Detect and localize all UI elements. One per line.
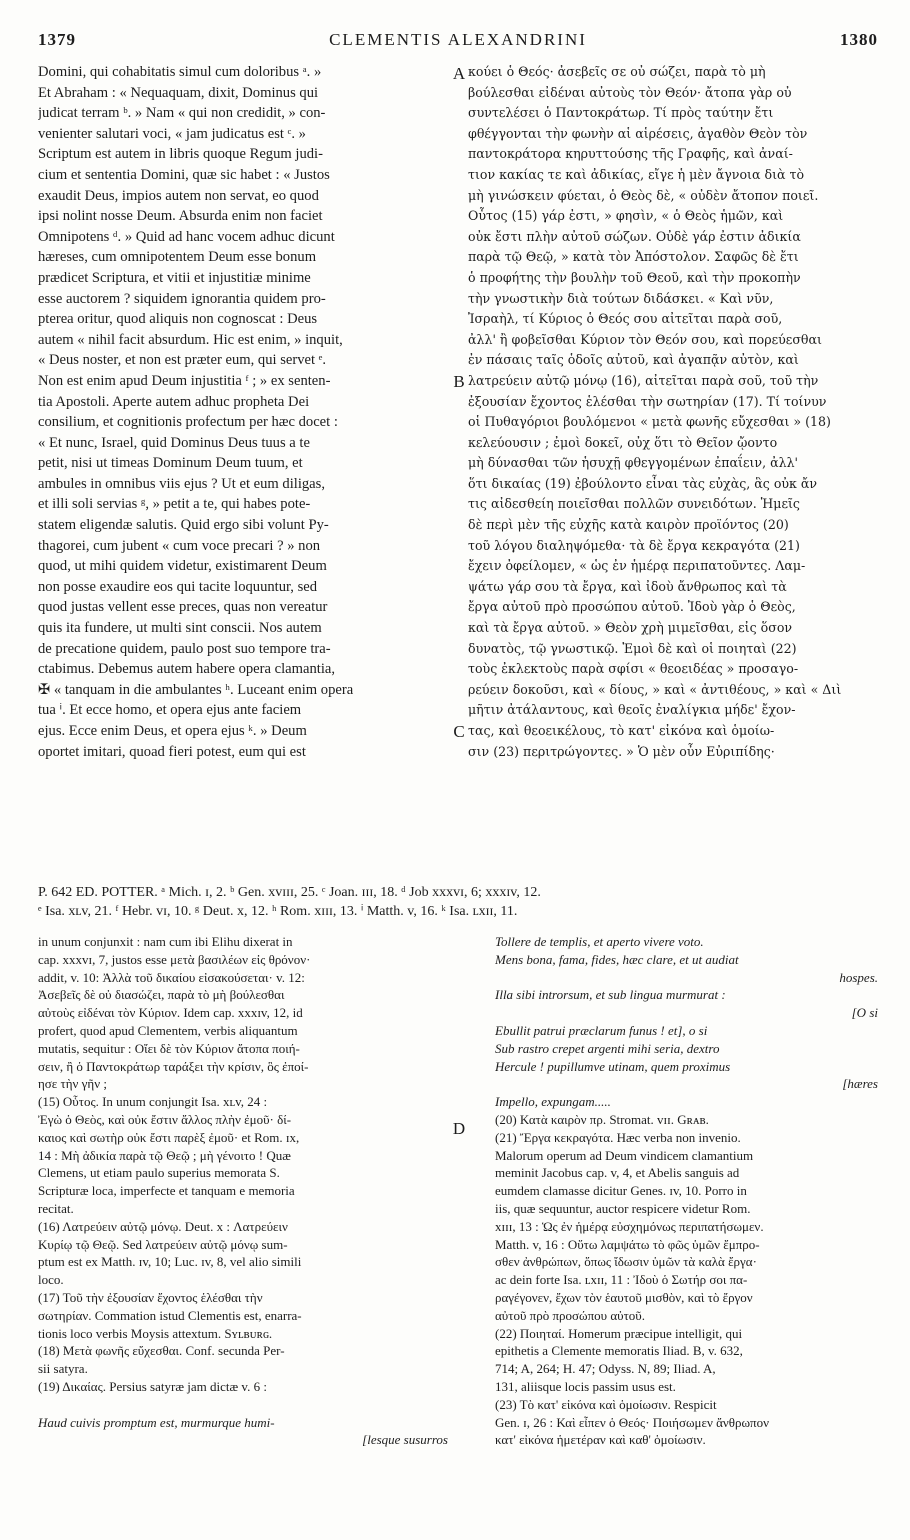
note-line: mutatis, sequitur : Οἴει δὲ τὸν Κύριον ἄτοπα ποιή- [38,1040,300,1056]
note-line: καιος καὶ σωτὴρ οὐκ ἔστι παρὲξ ἐμοῦ· et Rom. ɪx, [38,1129,300,1145]
latin-text-line: ejus. Ecce enim Deus, et opera ejus ᵏ. » Deum [38,723,307,739]
greek-text-line: φθέγγονται τὴν φωνὴν αἱ αἱρέσεις, ἀγαθὸν Θεὸν τὸν [468,125,808,141]
latin-text-line: « Et nunc, Israel, quid Dominus Deus tuus a te [38,434,310,451]
greek-text-line: δυνατὸς, τῷ γνωστικῷ. Ἐμοὶ δὲ καὶ οἱ ποιηταὶ (22) [468,640,797,656]
latin-text-line: ✠ « tanquam in die ambulantes ʰ. Luceant enim opera [38,681,354,698]
note-line: profert, quod apud Clementem, verbis aliquantum [38,1022,298,1038]
greek-text-line: οὐκ ἔστι πλὴν αὐτοῦ σώζων. Οὐδὲ γάρ ἐστιν ἀδικία [468,228,801,244]
note-line: [lesque susurros [362,1432,448,1448]
latin-text-line: quod, ut mihi quidem videtur, existimarent Deum [38,558,327,575]
greek-text-line: τας, καὶ θεοεικέλους, τὸ κατ' εἰκόνα καὶ ὁμοίω- [468,723,775,738]
note-line: κατ' εἰκόνα ἡμετέραν καὶ καθ' ὁμοίωσιν. [495,1432,706,1448]
note-line: Clemens, ut etiam paulo superius memorata S. [38,1165,280,1181]
greek-text-line: συντελέσει ὁ Παντοκράτωρ. Τί πρὸς ταύτην ἔτι [468,105,774,121]
note-line: iis, quæ sequuntur, auctor respicere videtur Rom. [495,1200,751,1216]
note-line: (19) Δικαίας. Persius satyræ jam dictæ v. 6 : [38,1378,267,1394]
note-line: Tollere de templis, et aperto vivere voto. [495,934,704,949]
greek-text-line: βούλεσθαι εἰδέναι αὐτοὺς τὸν Θεόν· ἄτοπα γὰρ οὐ [468,84,792,100]
note-line: ραγέγονεν, ἔχων τὸν ἑαυτοῦ μισθὸν, καὶ τὸ ἔργον [495,1289,753,1305]
latin-text-line: tua ⁱ. Et ecce homo, et opera ejus ante faciem [38,702,302,719]
greek-text-line: παντοκράτορα κηρυττούσης τῆς Γραφῆς, καὶ ἀναί- [468,146,793,162]
note-line: recitat. [38,1200,74,1216]
note-line: Sub rastro crepet argenti mihi seria, dextro [495,1040,720,1056]
greek-text-line: τις αἰδεσθείη ποιεῖσθαι πολλῶν συνειδότων. Ἡμεῖς [468,496,800,512]
greek-text-line: μὴ δύνασθαι τῶν ἡσυχῇ φθεγγομένων ἐπαΐειν, ἀλλ' [468,455,799,471]
greek-text-line: ἔχειν ὀφείλομεν, « ὡς ἐν ἡμέρᾳ περιπατοῦντες. Λαμ- [468,558,806,574]
latin-text-line: Omnipotens ᵈ. » Quid ad hanc vocem adhuc dicunt [38,228,335,245]
note-line: loco. [38,1272,64,1288]
latin-text-line: venienter salutari voci, « jam judicatus est ᶜ. » [38,125,306,142]
note-line: [hæres [842,1076,878,1092]
note-line: Mens bona, fama, fides, hæc clare, et ut audiat [495,951,739,967]
greek-text-line: σιν (23) περιτρώγοντες. » Ὁ μὲν οὖν Εὐριπίδης· [468,743,775,759]
latin-text-line: et illi soli servias ᵍ, » petit a te, qui habes pote- [38,496,311,513]
note-line [38,1396,448,1414]
page-header [38,30,878,56]
page-number-right: 1380 [840,30,878,49]
note-line: Ἀσεβεῖς δὲ οὐ διασώζει, παρὰ τὸ μὴ βούλεσθαι [38,987,285,1003]
note-line: addit, v. 10: Ἀλλὰ τοῦ δικαίου εἰσακούσεται· v. 12: [38,969,305,985]
latin-text-line: de precatione quidem, paulo post suo tempore tra- [38,640,331,657]
greek-column [468,62,878,762]
greek-text-line: ἐξουσίαν ἔχοντος ἑλέσθαι τὴν σωτηρίαν (17). Τί τοίνυν [468,393,827,409]
note-line: Ἐγὼ ὁ Θεὸς, καὶ οὐκ ἔστιν ἄλλος πλὴν ἐμοῦ· δί- [38,1111,292,1127]
latin-text-line: hæreses, cum omnipotentem Deum esse bonum [38,249,317,266]
note-line: Ebullit patrui præclarum funus ! et], o si [495,1022,708,1038]
greek-text-line: τὴν γνωστικὴν διὰ τούτων διδάσκει. « Καὶ νῦν, [468,290,774,306]
greek-text-line: λατρεύειν αὐτῷ μόνῳ (16), αἰτεῖται παρὰ σοῦ, τοῦ τὴν [468,372,819,388]
greek-text-line: καὶ τὰ ἔργα αὐτοῦ. » Θεὸν χρὴ μιμεῖσθαι, εἰς ὅσον [468,620,793,636]
note-line: Gen. ɪ, 26 : Καὶ εἶπεν ὁ Θεός· Ποιήσωμεν ἄνθρωπον [495,1414,769,1430]
latin-text-line: « Deus noster, et non est præter eum, qui servet ᵉ. [38,352,327,369]
greek-text-line: ἐν πάσαις ταῖς ὁδοῖς αὐτοῦ, καὶ ἀγαπᾷν αὐτὸν, καὶ [468,352,799,368]
note-line: (15) Οὗτος. In unum conjungit Isa. xʟv, 24 : [38,1094,268,1110]
greek-text-line: κούει ὁ Θεός· ἀσεβεῖς σε οὐ σώζει, παρὰ τὸ μὴ [468,64,766,79]
note-line: (22) Ποιηταί. Homerum præcipue intelligit, qui [495,1325,743,1341]
note-line: sii satyra. [38,1361,88,1377]
margin-marker-b: B [453,372,465,391]
margin-marker-a: A [452,64,466,83]
note-line: tionis loco verbis Moysis attextum. Sʏʟʙᴜʀɢ. [38,1325,273,1341]
page-number-left: 1379 [38,30,76,49]
note-line: [O si [851,1005,878,1021]
latin-text-line: exaudit Deus, impios autem non servat, eo quod [38,187,319,204]
note-line: 131, aliisque locis passim usus est. [495,1378,676,1394]
note-line: (23) Τὸ κατ' εἰκόνα καὶ ὁμοίωσιν. Respicit [495,1396,717,1412]
note-line: hospes. [839,969,878,985]
latin-text-line: quod justas vellent esse preces, quas non vereatur [38,599,328,616]
running-title: CLEMENTIS ALEXANDRINI [329,30,587,49]
greek-text-line: ὁ προφήτης τὴν βουλὴν τοῦ Θεοῦ, καὶ τὴν προκοπὴν [468,269,801,285]
greek-text-line: μὴ γινώσκειν φύεται, ὁ Θεὸς δὲ, « οὐδὲν ἄτοπον ποιεῖ. [468,187,819,203]
greek-text-line: παρὰ τῷ Θεῷ, » κατὰ τὸν Ἀπόστολον. Σαφῶς δὲ ἔτι [468,249,799,265]
note-line: σθεν ἀνθρώπων, ὅπως ἴδωσιν ὑμῶν τὰ καλὰ ἔργα· [495,1254,757,1270]
latin-text-line: cium et sententia Domini, quæ sic habet : « Justos [38,166,330,183]
note-line: (18) Μετὰ φωνῆς εὔχεσθαι. Conf. secunda Per- [38,1343,285,1359]
note-line: in unum conjunxit : nam cum ibi Elihu dixerat in [38,934,293,949]
latin-text-line: ambules in omnibus viis ejus ? Ut et eum diligas, [38,475,325,492]
note-line: 714; A, 264; H. 47; Odyss. N, 89; Iliad. A, [495,1361,716,1377]
note-line: Malorum operum ad Deum vindicem clamantium [495,1147,754,1163]
note-line: (17) Τοῦ τὴν ἐξουσίαν ἔχοντος ἑλέσθαι τὴν [38,1289,263,1305]
latin-text-line: prædicet Scriptura, et vitii et injustitiæ minime [38,269,311,286]
note-line: ησε τὴν γῆν ; [38,1076,107,1092]
note-line: Impello, expungam..... [495,1094,611,1110]
greek-text-line: μῆτιν ἀτάλαντους, καὶ θεοῖς ἐναλίγκια μήδε' ἔχον- [468,702,796,718]
note-line: (20) Κατὰ καιρὸν πρ. Stromat. vɪɪ. Gʀᴀʙ. [495,1111,709,1127]
note-line: ac dein forte Isa. ʟxɪɪ, 11 : Ἰδοὺ ὁ Σωτήρ σοι πα- [495,1272,748,1288]
greek-text-line: ὅτι δικαίας (19) ἐβούλοντο εἶναι τὰς εὐχὰς, ἃς οὐκ ἄν [468,475,818,491]
footnote-references [38,883,878,921]
note-line: αὐτοῦ πρὸ προσώπου αὐτοῦ. [495,1307,645,1323]
greek-text-line: ἔργα αὐτοῦ πρὸ προσώπου αὐτοῦ. Ἰδοὺ γὰρ ὁ Θεὸς, [468,599,796,615]
greek-text-line: Ἰσραὴλ, τί Κύριος ὁ Θεός σου αἰτεῖται παρὰ σοῦ, [468,311,783,327]
latin-text-line: quis ita fundere, ut multi sint conscii. Nos autem [38,620,322,637]
greek-text-line: οἱ Πυθαγόριοι βουλόμενοι « μετὰ φωνῆς εὔχεσθαι » (18) [468,414,831,430]
note-line: Illa sibi introrsum, et sub lingua murmurat : [495,987,726,1003]
note-line: eumdem clamasse dicitur Genes. ɪv, 10. Porro in [495,1183,747,1199]
greek-text-line: τοὺς ἐκλεκτοὺς παρὰ σφίσι « θεοειδέας » προσαγο- [468,661,799,677]
latin-text-line: Domini, qui cohabitatis simul cum doloribus ᵃ. » [38,64,322,80]
latin-text-line: oportet imitari, quoad fieri potest, eum qui est [38,743,306,760]
latin-text-line: Non est enim apud Deum injustitia ᶠ ; » ex senten- [38,372,331,389]
latin-text-line: Scriptum est autem in libris quoque Regum judi- [38,146,323,163]
latin-column [38,62,450,762]
note-line: σωτηρίαν. Commation istud Clementis est, enarra- [38,1307,302,1323]
latin-text-line: consilium, et cognitionis profectum per hæc docet : [38,414,338,431]
notes-left-column [38,933,448,1449]
greek-text-line: τοῦ λόγου διαληψόμεθα· τὰ δὲ ἔργα κεκραγότα (21) [468,537,800,553]
greek-text-line: δὲ περὶ μὲν τῆς εὐχῆς κατὰ καιρὸν προϊόντος (20) [468,517,789,533]
latin-text-line: thagorei, cum jubent « cum voce precari ? » non [38,537,321,554]
note-line: Hercule ! pupillumve utinam, quem proximus [495,1058,731,1074]
note-line: cap. xxxvɪ, 7, justos esse μετὰ βασιλέων εἰς θρόνον· [38,951,311,967]
footnote-ref-line: ᵉ Isa. xʟv, 21. ᶠ Hebr. vɪ, 10. ᵍ Deut. x, 12. ʰ Rom. xɪɪɪ, 13. ⁱ Matth. v, 16. ᵏ Isa. ʟxɪɪ, 11. [38,904,518,919]
greek-text-line: ψάτω γάρ σου τὰ ἔργα, καὶ ἰδοὺ ἄνθρωπος καὶ τὰ [468,578,787,594]
latin-text-line: non posse exaudire eos qui tacite loquuntur, sed [38,578,318,595]
greek-text-line: κελεύουσιν ; ἐμοὶ δοκεῖ, οὐχ ὅτι τὸ Θεῖον ᾤοντο [468,434,778,450]
note-line: xɪɪɪ, 13 : Ὡς ἐν ἡμέρᾳ εὐσχημόνως περιπατήσωμεν. [495,1218,764,1234]
greek-text-line: ρεύειν δοκοῦσι, καὶ « δίους, » καὶ « ἀντιθέους, » καὶ « Διὶ [468,681,842,697]
margin-marker-d: D [452,1119,466,1138]
latin-text-line: ipsi nolint nosse Deum. Absurda enim non faciet [38,208,323,225]
latin-text-line: tia Apostoli. Aperte autem adhuc propheta Dei [38,393,310,410]
note-line: (21) Ἔργα κεκραγότα. Hæc verba non invenio. [495,1129,741,1145]
latin-text-line: autem « nihil facit absurdum. Hic est enim, » inquit, [38,331,343,348]
note-line: epithetis a Clemente memoratis Iliad. B, v. 632, [495,1343,743,1359]
note-line: meminit Jacobus cap. v, 4, et Abelis sanguis ad [495,1165,740,1181]
note-line: Scripturæ loca, imperfecte et tanquam e memoria [38,1183,295,1199]
latin-text-line: pterea oritur, quod aliquis non cognoscat : Deus [38,311,318,328]
margin-marker-c: C [453,722,465,741]
latin-text-line: esse auctorem ? siquidem ignorantia quidem pro- [38,290,326,307]
note-line: (16) Λατρεύειν αὐτῷ μόνῳ. Deut. x : Λατρεύειν [38,1218,288,1234]
latin-text-line: ctabimus. Debemus autem habere opera clamantia, [38,661,336,678]
note-line: σειν, ἢ ὁ Παντοκράτωρ ταράξει τὴν κρίσιν, ὃς ἐποί- [38,1058,309,1074]
latin-text-line: statem eligendæ salutis. Quid ergo sibi volunt Py- [38,517,329,534]
latin-text-line: petit, nisi ut timeas Dominum Deum tuum, et [38,455,303,472]
latin-text-line: judicat terram ᵇ. » Nam « qui non credidit, » con- [38,105,326,122]
note-line: Haud cuivis promptum est, murmurque humi- [38,1414,275,1430]
note-line: ptum est ex Matth. ɪv, 10; Luc. ɪv, 8, vel alio simili [38,1254,302,1270]
note-line: 14 : Μὴ ἀδικία παρὰ τῷ Θεῷ ; μὴ γένοιτο ! Quæ [38,1147,291,1163]
note-line: Κυρίῳ τῷ Θεῷ. Sed λατρεύειν αὐτῷ μόνῳ sum- [38,1236,288,1252]
note-line: Matth. v, 16 : Οὕτω λαμψάτω τὸ φῶς ὑμῶν ἔμπρο- [495,1236,760,1252]
footnote-ref-line: P. 642 ED. POTTER. ᵃ Mich. ɪ, 2. ᵇ Gen. xvɪɪɪ, 25. ᶜ Joan. ɪɪɪ, 18. ᵈ Job xxxvɪ, 6; xxxɪv, 12. [38,885,541,900]
greek-text-line: τιον κακίας τε καὶ ἀδικίας, εἴγε ἡ μὲν ἄγνοια διὰ τὸ [468,166,805,182]
notes-right-column [495,933,878,1449]
greek-text-line: Οὗτος (15) γάρ ἐστι, » φησὶν, « ὁ Θεὸς ἡμῶν, καὶ [468,208,784,224]
latin-text-line: Et Abraham : « Nequaquam, dixit, Dominus qui [38,84,319,101]
note-line: αὐτοὺς εἰδέναι τὸν Κύριον. Idem cap. xxxɪv, 12, id [38,1005,303,1021]
greek-text-line: ἀλλ' ἢ φοβεῖσθαι Κύριον τὸν Θεόν σου, καὶ πορεύεσθαι [468,331,822,347]
